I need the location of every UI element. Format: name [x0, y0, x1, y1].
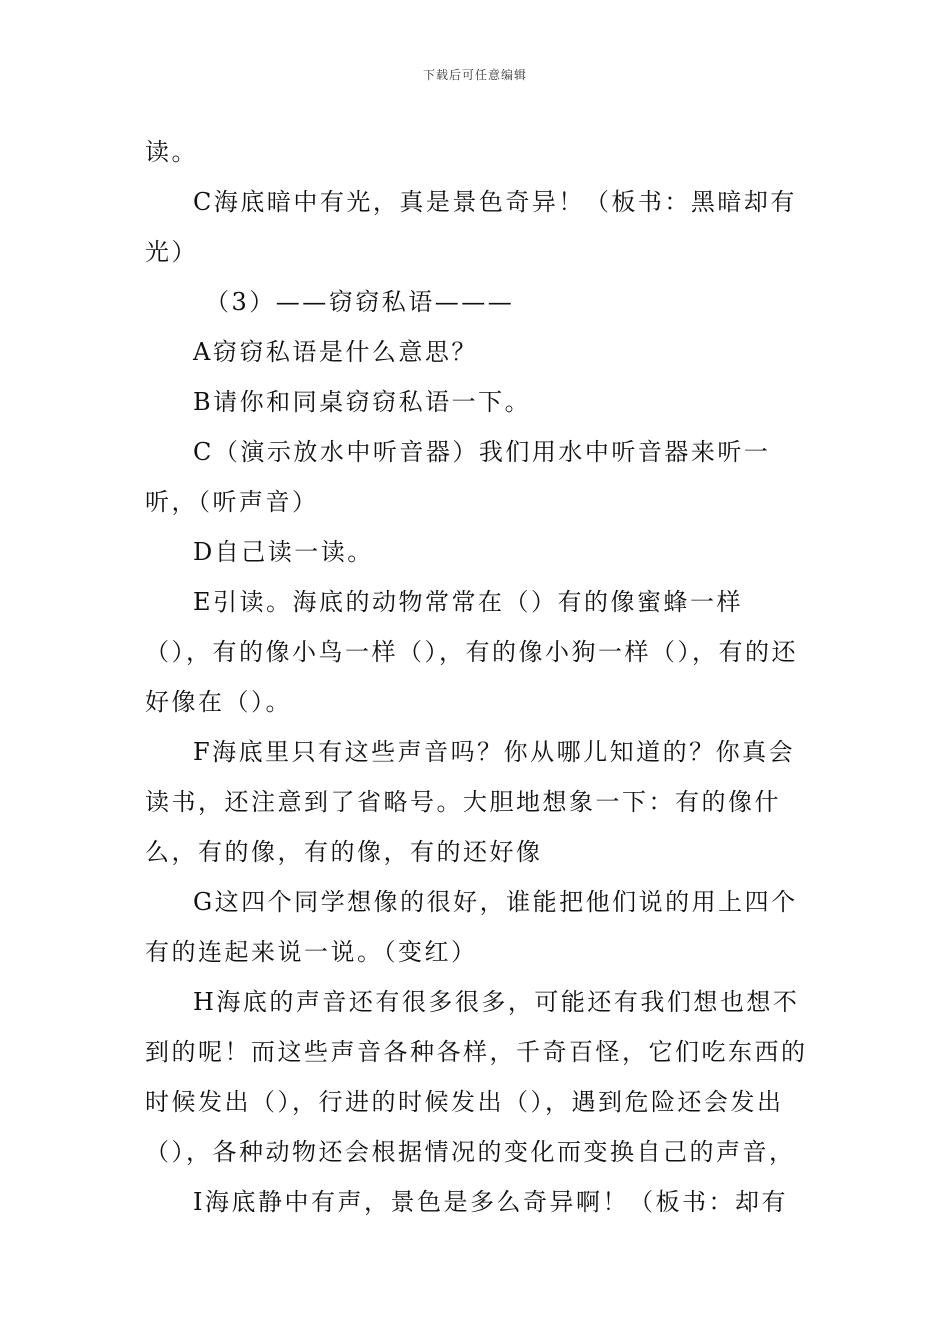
paragraph-f-imagine: F海底里只有这些声音吗？你从哪儿知道的？你真会读书，还注意到了省略号。大胆地想象一下：有的像什么，有的像，有的像，有的还好像 — [145, 738, 796, 866]
section-heading-whisper: （3）——窃窃私语——— — [205, 288, 515, 316]
paragraph-g-connect: G这四个同学想像的很好，谁能把他们说的用上四个有的连起来说一说。（变红） — [145, 888, 798, 966]
paragraph-d-read: D自己读一读。 — [193, 538, 374, 566]
paragraph-i-quiet: I海底静中有声，景色是多么奇异啊！（板书：却有 — [193, 1188, 788, 1216]
page-header: 下载后可任意编辑 — [422, 68, 527, 82]
paragraph-h-sounds: H海底的声音还有很多很多，可能还有我们想也想不到的呢！而这些声音各种各样，千奇百怪，它们吃东西的时候发出（），行进的时候发出（），遇到危险还会发出（），各种动物还会根据情况的变化而变换自己的声音， — [145, 988, 808, 1166]
paragraph-e-guided-reading: E引读。海底的动物常常在（）有的像蜜蜂一样（），有的像小鸟一样（），有的像小狗一样（），有的还好像在（）。 — [145, 588, 798, 716]
paragraph-a-meaning: A窃窃私语是什么意思？ — [193, 338, 478, 366]
paragraph-b-whisper: B请你和同桌窃窃私语一下。 — [193, 388, 532, 416]
paragraph-c-listener: C（演示放水中听音器）我们用水中听音器来听一听，（听声音） — [145, 438, 771, 516]
paragraph-c-light: C海底暗中有光，真是景色奇异！（板书：黑暗却有光） — [145, 188, 797, 266]
document-body — [145, 127, 810, 1227]
paragraph-continuation: 读。 — [145, 138, 198, 166]
